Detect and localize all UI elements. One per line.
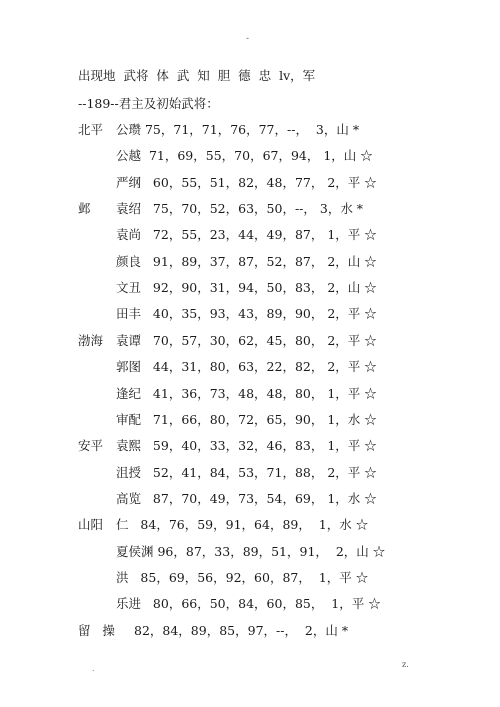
general-stats: 仁 84，76，59，91，64，89， 1，水 ☆: [116, 517, 369, 533]
general-stats: 高览 87，70，49，73，54，69， 1，水 ☆: [116, 490, 377, 506]
region-label: 留 操: [78, 622, 115, 638]
general-stats: 公瓒 75，71，71，76，77，--， 3，山 *: [116, 122, 360, 137]
general-stats: 严纲 60，55，51，82，48，77， 2，平 ☆: [116, 174, 377, 190]
general-stats: 洪 85，69，56，92，60，87， 1，平 ☆: [116, 569, 369, 585]
region-label: 北平: [78, 122, 104, 137]
general-stats: 乐进 80，66，50，84，60，85， 1，平 ☆: [116, 596, 381, 612]
general-stats: 田丰 40，35，93，43，89，90， 2，平 ☆: [116, 306, 377, 322]
top-mark: -: [246, 34, 250, 44]
region-label: 安平: [78, 438, 104, 454]
general-stats: 审配 71，66，80，72，65，90， 1，水 ☆: [116, 411, 377, 427]
general-stats: 袁谭 70，57，30，62，45，80， 2，平 ☆: [116, 332, 377, 348]
general-stats: 袁尚 72，55，23，44，49，87， 1，平 ☆: [116, 227, 377, 243]
region-label: 邺: [78, 201, 91, 217]
section-title: --189--君主及初始武将：: [78, 96, 219, 111]
column-header: 出现地 武将 体 武 知 胆 德 忠 lv，军: [78, 68, 316, 83]
bottom-right-mark: z.: [402, 660, 409, 669]
region-label: 渤海: [78, 332, 104, 348]
general-stats: 颜良 91，89，37，87，52，87， 2，山 ☆: [116, 253, 377, 269]
general-stats: 袁熙 59，40，33，32，46，83， 1，平 ☆: [116, 438, 377, 454]
general-stats: 文丑 92，90，31，94，50，83， 2，山 ☆: [116, 280, 377, 296]
region-label: 山阳: [78, 517, 104, 533]
general-stats: 逢纪 41，36，73，48，48，80， 1，平 ☆: [116, 385, 377, 401]
general-stats: 沮授 52，41，84，53，71，88， 2，平 ☆: [116, 464, 377, 480]
general-stats: 82，84，89，85，97，--， 2，山 *: [134, 622, 349, 638]
general-stats: 夏侯渊 96，87，33，89，51，91， 2，山 ☆: [116, 543, 386, 559]
general-stats: 袁绍 75，70，52，63，50，--， 3，水 *: [116, 201, 364, 217]
bottom-left-mark: .: [92, 664, 95, 673]
general-stats: 郭图 44，31，80，63，22，82， 2，平 ☆: [116, 359, 377, 375]
general-stats: 公越 71，69，55，70，67，94， 1，山 ☆: [116, 148, 373, 164]
